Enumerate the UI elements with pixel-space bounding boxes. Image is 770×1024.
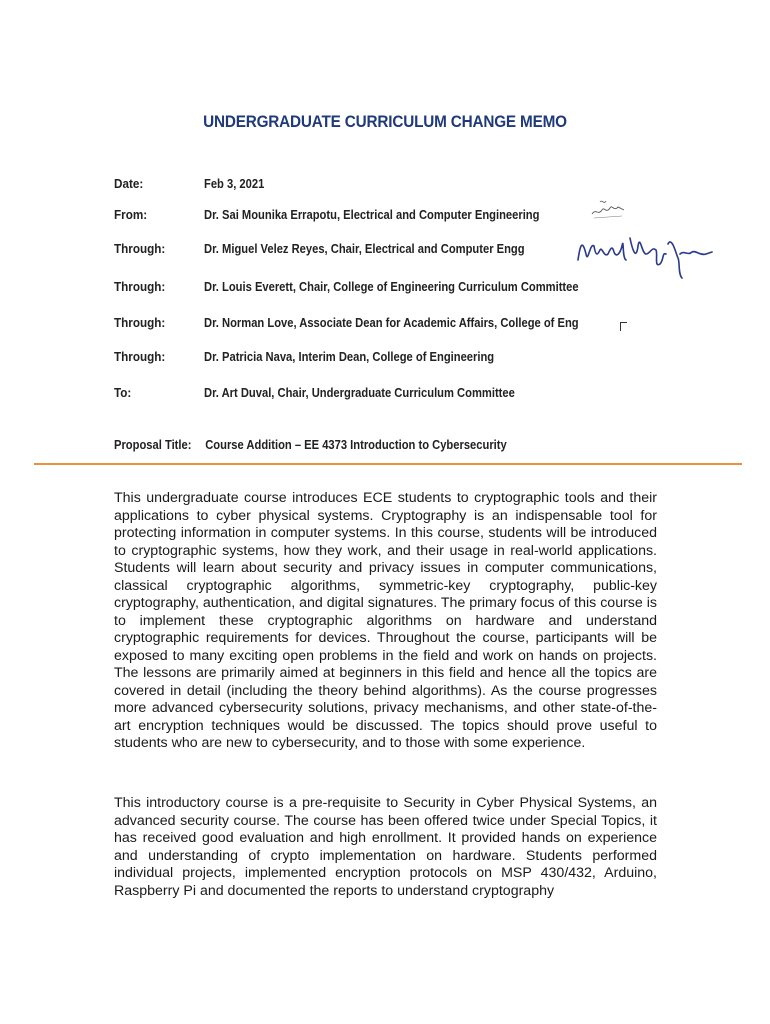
header-value: Dr. Art Duval, Chair, Undergraduate Curriculum Committee [204, 385, 515, 400]
header-label: From: [114, 207, 148, 222]
body-paragraph-1: This undergraduate course introduces ECE students to cryptographic tools and their applications to cyber physical systems. Cryptography is an indispensable tool for protecting information in computer systems. In this course, students will be introduced to cryptographic systems, how they work, and their usage in real-world applications. Students will learn about security and privacy issues in computer communications, classical cryptographic algorithms, symmetric-key cryptography, public-key cryptography, authentication, and digital signatures. The primary focus of this course is to implement these cryptographic algorithms on hardware and understand cryptographic requirements for devices. Throughout the course, participants will be exposed to many exciting open problems in the field and work on hands on projects. The lessons are primarily aimed at beginners in this field and hence all the topics are covered in detail (including the theory behind algorithms). As the course progresses more advanced cybersecurity solutions, privacy mechanisms, and other state-of-the-art encryption techniques would be discussed. The topics should prove useful to students who are new to cybersecurity, and to those with some experience. [114, 490, 657, 751]
body-paragraph-2: This introductory course is a pre-requisite to Security in Cyber Physical Systems, an advanced security course. The course has been offered twice under Special Topics, it has received good evaluation and high enrollment. It provided hands on experience and understanding of crypto implementation on hardware. Students performed individual projects, implemented encryption protocols on MSP 430/432, Arduino, Raspberry Pi and documented the reports to understand cryptography [114, 795, 657, 899]
proposal-value: Course Addition – EE 4373 Introduction to Cybersecurity [205, 437, 507, 452]
header-label: Through: [114, 241, 166, 256]
initials-signature-icon [588, 196, 630, 222]
proposal-title-row [114, 437, 507, 452]
header-value: Dr. Sai Mounika Errapotu, Electrical and Computer Engineering [204, 207, 540, 222]
header-value: Feb 3, 2021 [204, 176, 265, 191]
header-label: Through: [114, 279, 166, 294]
header-value: Dr. Louis Everett, Chair, College of Engineering Curriculum Committee [204, 279, 579, 294]
header-value: Dr. Patricia Nava, Interim Dean, College of Engineering [204, 349, 495, 364]
handwritten-signature-icon [572, 224, 714, 282]
header-value: Dr. Norman Love, Associate Dean for Academic Affairs, College of Eng [204, 315, 579, 330]
header-label: Through: [114, 349, 166, 364]
header-label: Through: [114, 315, 166, 330]
header-label: To: [114, 385, 132, 400]
memo-title: UNDERGRADUATE CURRICULUM CHANGE MEMO [203, 112, 567, 131]
bracket-mark [620, 322, 627, 331]
section-divider [34, 463, 742, 465]
proposal-label: Proposal Title: [114, 437, 192, 452]
header-label: Date: [114, 176, 144, 191]
header-value: Dr. Miguel Velez Reyes, Chair, Electrical and Computer Engg [204, 241, 525, 256]
